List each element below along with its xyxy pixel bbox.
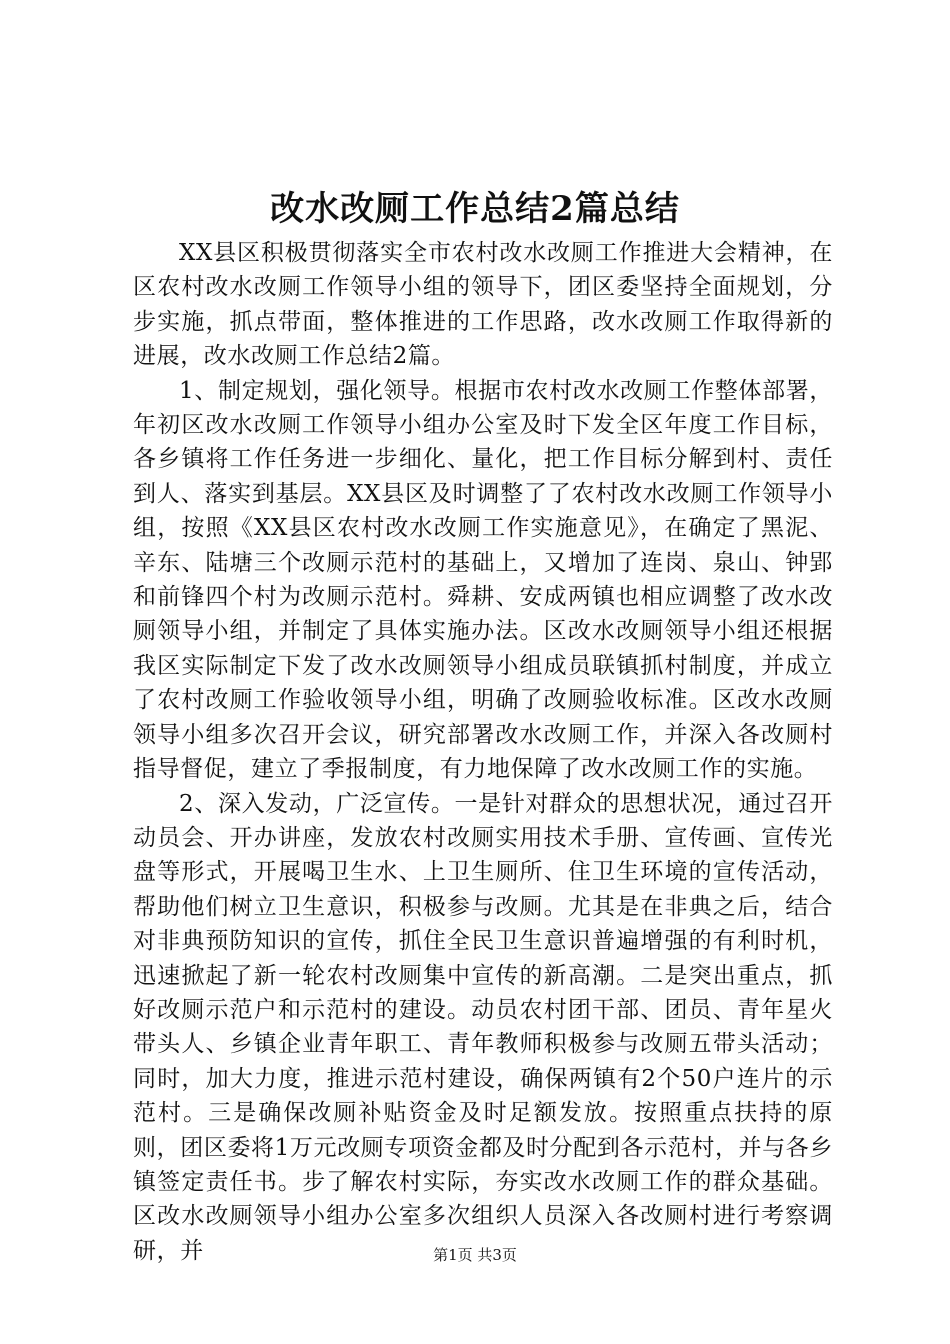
- document-body: [133, 236, 833, 1268]
- section-2-paragraph: 2、深入发动，广泛宣传。一是针对群众的思想状况，通过召开动员会、开办讲座，发放农村改厕实用技术手册、宣传画、宣传光盘等形式，开展喝卫生水、上卫生厕所、住卫生环境的宣传活动，帮助他们树立卫生意识，积极参与改厕。尤其是在非典之后，结合对非典预防知识的宣传，抓住全民卫生意识普遍增强的有利时机，迅速掀起了新一轮农村改厕集中宣传的新高潮。二是突出重点，抓好改厕示范户和示范村的建设。动员农村团干部、团员、青年星火带头人、乡镇企业青年职工、青年教师积极参与改厕五带头活动；同时，加大力度，推进示范村建设，确保两镇有2个50户连片的示范村。三是确保改厕补贴资金及时足额发放。按照重点扶持的原则，团区委将1万元改厕专项资金都及时分配到各示范村，并与各乡镇签定责任书。步了解农村实际，夯实改水改厕工作的群众基础。区改水改厕领导小组办公室多次组织人员深入各改厕村进行考察调研，并: [133, 790, 833, 1264]
- section-1-paragraph: 1、制定规划，强化领导。根据市农村改水改厕工作整体部署，年初区改水改厕工作领导小组办公室及时下发全区年度工作目标，各乡镇将工作任务进一步细化、量化，把工作目标分解到村、责任到人、落实到基层。XX县区及时调整了了农村改水改厕工作领导小组，按照《XX县区农村改水改厕工作实施意见》，在确定了黑泥、辛东、陆塘三个改厕示范村的基础上，又增加了连岗、泉山、钟郢和前锋四个村为改厕示范村。舜耕、安成两镇也相应调整了改水改厕领导小组，并制定了具体实施办法。区改水改厕领导小组还根据我区实际制定下发了改水改厕领导小组成员联镇抓村制度，并成立了农村改厕工作验收领导小组，明确了改厕验收标准。区改水改厕领导小组多次召开会议，研究部署改水改厕工作，并深入各改厕村指导督促，建立了季报制度，有力地保障了改水改厕工作的实施。: [133, 377, 833, 783]
- document-title: 改水改厕工作总结2篇总结: [270, 189, 680, 229]
- intro-paragraph: XX县区积极贯彻落实全市农村改水改厕工作推进大会精神，在区农村改水改厕工作领导小组的领导下，团区委坚持全面规划，分步实施，抓点带面，整体推进的工作思路，改水改厕工作取得新的进展，改水改厕工作总结2篇。: [133, 240, 833, 370]
- page-footer: 第1页 共3页: [433, 1246, 517, 1264]
